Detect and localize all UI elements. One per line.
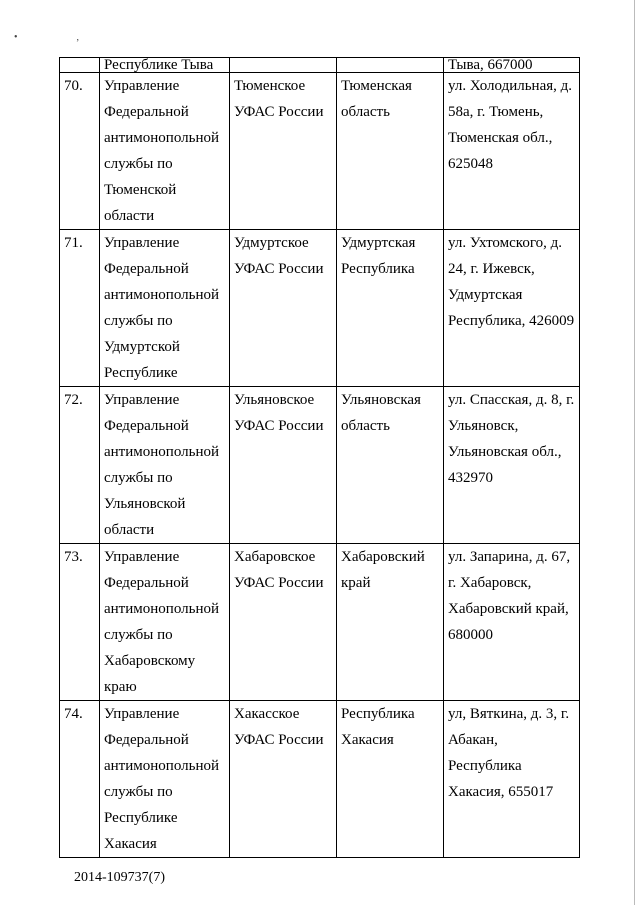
cell-number xyxy=(60,58,100,73)
cell-number: 73. xyxy=(60,544,100,701)
cell-address: ул. Запарина, д. 67, г. Хабаровск, Хабаровский край, 680000 xyxy=(444,544,580,701)
cell-short-name xyxy=(230,58,337,73)
cell-region: Хабаровский край xyxy=(337,544,444,701)
scan-edge-line xyxy=(634,0,635,905)
table-row-continued xyxy=(60,58,580,73)
cell-address: Тыва, 667000 xyxy=(444,58,580,73)
authorities-table xyxy=(59,57,580,858)
cell-short-name: Ульяновское УФАС России xyxy=(230,387,337,544)
table-row xyxy=(60,73,580,230)
cell-authority-name: Управление Федеральной антимонопольной службы по Хабаровскому краю xyxy=(100,544,230,701)
cell-address: ул. Спасская, д. 8, г. Ульяновск, Ульяновская обл., 432970 xyxy=(444,387,580,544)
cell-number: 71. xyxy=(60,230,100,387)
cell-number: 74. xyxy=(60,701,100,858)
table-row xyxy=(60,701,580,858)
cell-region xyxy=(337,58,444,73)
cell-region: Тюменская область xyxy=(337,73,444,230)
cell-authority-name: Управление Федеральной антимонопольной службы по Тюменской области xyxy=(100,73,230,230)
table-row xyxy=(60,230,580,387)
cell-short-name: Удмуртское УФАС России xyxy=(230,230,337,387)
document-number: 2014-109737(7) xyxy=(74,870,165,885)
cell-authority-name: Республике Тыва xyxy=(100,58,230,73)
cell-address: ул. Холодильная, д. 58а, г. Тюмень, Тюменская обл., 625048 xyxy=(444,73,580,230)
cell-number: 72. xyxy=(60,387,100,544)
table-row xyxy=(60,544,580,701)
scan-specks: • ‚ xyxy=(14,32,108,43)
cell-short-name: Хабаровское УФАС России xyxy=(230,544,337,701)
cell-region: Республика Хакасия xyxy=(337,701,444,858)
cell-number: 70. xyxy=(60,73,100,230)
cell-authority-name: Управление Федеральной антимонопольной службы по Удмуртской Республике xyxy=(100,230,230,387)
cell-short-name: Тюменское УФАС России xyxy=(230,73,337,230)
table-row xyxy=(60,387,580,544)
cell-region: Ульяновская область xyxy=(337,387,444,544)
cell-region: Удмуртская Республика xyxy=(337,230,444,387)
cell-authority-name: Управление Федеральной антимонопольной службы по Ульяновской области xyxy=(100,387,230,544)
cell-authority-name: Управление Федеральной антимонопольной службы по Республике Хакасия xyxy=(100,701,230,858)
cell-address: ул. Ухтомского, д. 24, г. Ижевск, Удмуртская Республика, 426009 xyxy=(444,230,580,387)
cell-address: ул, Вяткина, д. 3, г. Абакан, Республика Хакасия, 655017 xyxy=(444,701,580,858)
cell-short-name: Хакасское УФАС России xyxy=(230,701,337,858)
